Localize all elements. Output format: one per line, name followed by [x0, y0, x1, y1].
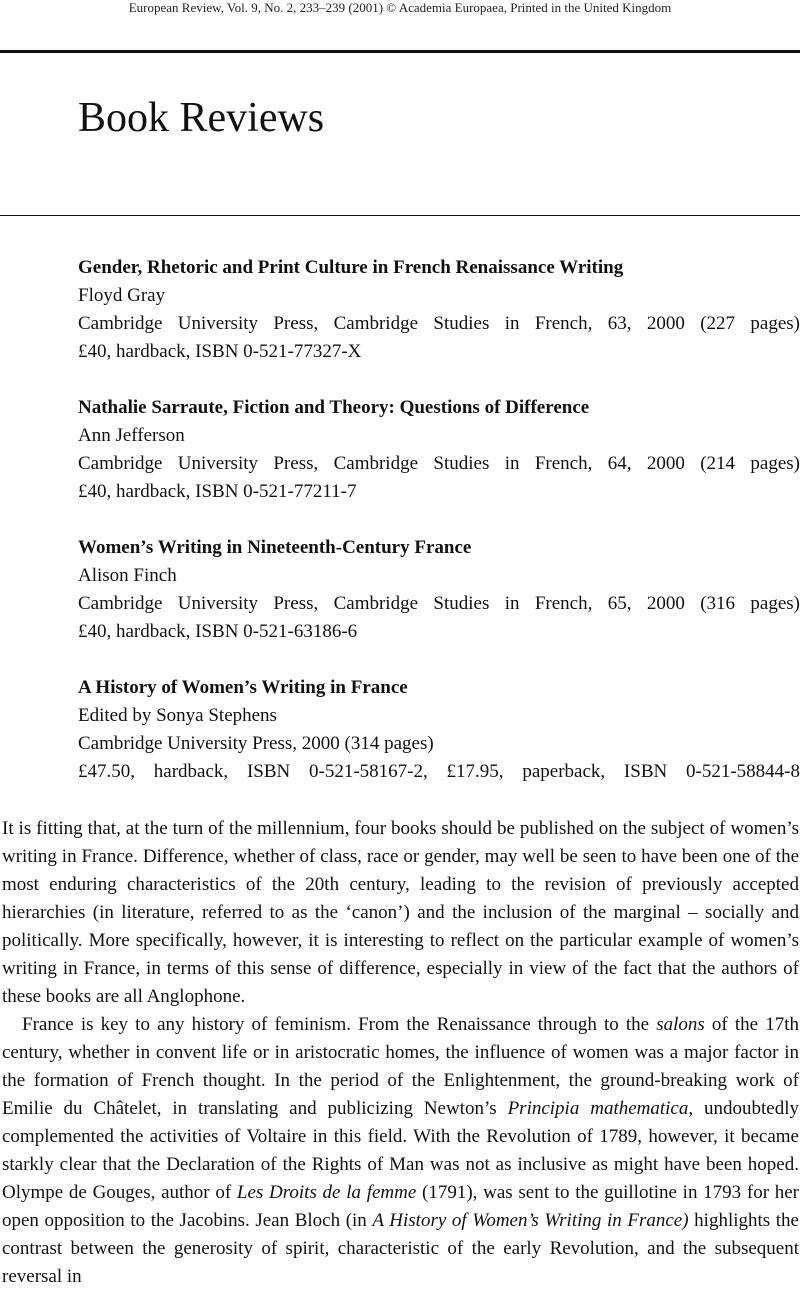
- book-publisher: Cambridge University Press, Cambridge Studies in French, 65, 2000 (316 pages): [78, 593, 800, 614]
- book-title: Nathalie Sarraute, Fiction and Theory: Questions of Difference: [78, 397, 590, 418]
- italic-title: A History of Women’s Writing in France): [372, 1210, 689, 1231]
- text-run: France is key to any history of feminism. From the Renaissance through to the: [22, 1014, 657, 1035]
- text-run: (1791), was sent to the guillotine in 1793 for her open opposition to the Jacobins. Jean Bloch (in: [2, 1182, 799, 1231]
- italic-term: salons: [656, 1014, 705, 1035]
- book-price: £40, hardback, ISBN 0-521-63186-6: [78, 621, 358, 642]
- header-rule: [0, 50, 800, 53]
- book-entry: [78, 534, 800, 646]
- section-title: Book Reviews: [78, 95, 325, 141]
- book-entry: [78, 394, 800, 506]
- book-author: Ann Jefferson: [78, 425, 185, 446]
- book-title: Women’s Writing in Nineteenth-Century France: [78, 537, 472, 558]
- paragraph: It is fitting that, at the turn of the millennium, four books should be published on the subject of women’s writing in France. Difference, whether of class, race or gender, may well be seen to have been one of the most enduring characteristics of the 20th century, leading to the revision of previously accepted hierarchies (in literature, referred to as the ‘canon’) and the inclusion of the marginal – socially and politically. More specifically, however, it is interesting to reflect on the particular example of women’s writing in France, in terms of this sense of difference, especially in view of the fact that the authors of these books are all Anglophone.: [2, 818, 799, 1007]
- text-run: undoubtedly complemented the activities of Voltaire in this field. With the Revolution of 1789, however, it became starkly clear that the Declaration of the Rights of Man was not as inclusive as might have been hoped. Olympe de Gouges, author of: [2, 1098, 800, 1203]
- book-title: A History of Women’s Writing in France: [78, 677, 408, 698]
- section-rule: [0, 215, 800, 216]
- running-head: European Review, Vol. 9, No. 2, 233–239 (2001) © Academia Europaea, Printed in the United Kingdom: [128, 0, 672, 15]
- text-run: highlights the contrast between the generosity of spirit, characteristic of the early Revolution, and the subsequent reversal in: [2, 1210, 799, 1287]
- book-publisher: Cambridge University Press, 2000 (314 pages): [78, 733, 434, 754]
- italic-title: Les Droits de la femme: [236, 1182, 417, 1203]
- book-author: Edited by Sonya Stephens: [78, 705, 277, 726]
- book-author: Alison Finch: [78, 565, 177, 586]
- book-entry: [78, 254, 800, 366]
- book-price: £40, hardback, ISBN 0-521-77327-X: [78, 341, 362, 362]
- book-publisher: Cambridge University Press, Cambridge Studies in French, 64, 2000 (214 pages): [78, 453, 800, 474]
- review-body: [2, 815, 799, 1291]
- book-publisher: Cambridge University Press, Cambridge Studies in French, 63, 2000 (227 pages): [78, 313, 800, 334]
- book-price: £40, hardback, ISBN 0-521-77211-7: [78, 481, 357, 502]
- italic-title: Principia mathematica,: [507, 1098, 694, 1119]
- book-author: Floyd Gray: [78, 285, 166, 306]
- paragraph: [2, 1011, 799, 1291]
- book-entry: [78, 674, 800, 786]
- book-price: £47.50, hardback, ISBN 0-521-58167-2, £17.95, paperback, ISBN 0-521-58844-8: [78, 761, 800, 782]
- book-title: Gender, Rhetoric and Print Culture in French Renaissance Writing: [78, 257, 624, 278]
- text-run: of the 17th century, whether in convent life or in aristocratic homes, the influence of women was a major factor in the formation of French thought. In the period of the Enlightenment, the ground-breaking work of Emilie du Châtelet, in translating and publicizing Newton’s: [2, 1014, 799, 1119]
- book-list: [78, 254, 800, 814]
